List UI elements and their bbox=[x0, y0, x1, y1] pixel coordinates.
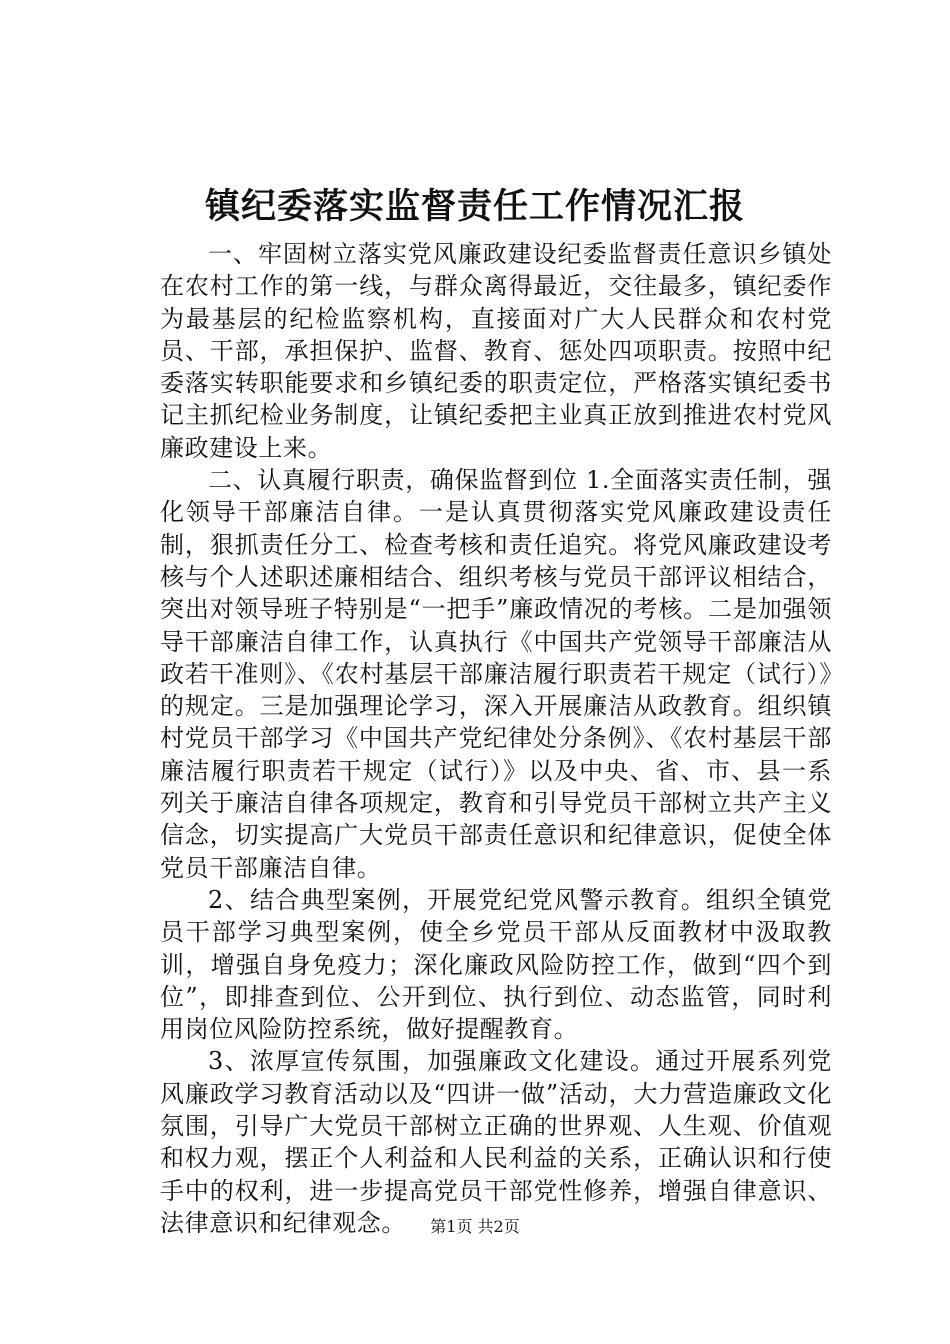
page-footer: 第1页 共2页 bbox=[430, 1217, 520, 1236]
paragraph-3: 2、结合典型案例，开展党纪党风警示教育。组织全镇党员干部学习典型案例，使全乡党员干部从反面教材中汲取教训，增强自身免疫力；深化廉政风险防控工作，做到“四个到位”，即排查到位、公开到位、执行到位、动态监管，同时利用岗位风险防控系统，做好提醒教育。 bbox=[160, 885, 832, 1044]
paragraph-2: 二、认真履行职责，确保监督到位 1.全面落实责任制，强化领导干部廉洁自律。一是认真贯彻落实党风廉政建设责任制，狠抓责任分工、检查考核和责任追究。将党风廉政建设考核与个人述职述廉相结合、组织考核与党员干部评议相结合，突出对领导班子特别是“一把手”廉政情况的考核。二是加强领导干部廉洁自律工作，认真执行《中国共产党领导干部廉洁从政若干准则》、《农村基层干部廉洁履行职责若干规定（试行）》的规定。三是加强理论学习，深入开展廉洁从政教育。组织镇村党员干部学习《中国共产党纪律处分条例》、《农村基层干部廉洁履行职责若干规定（试行）》以及中央、省、市、县一系列关于廉洁自律各项规定，教育和引导党员干部树立共产主义信念，切实提高广大党员干部责任意识和纪律意识，促使全体党员干部廉洁自律。 bbox=[160, 466, 832, 882]
document-body bbox=[160, 238, 832, 1239]
paragraph-4: 3、浓厚宣传氛围，加强廉政文化建设。通过开展系列党风廉政学习教育活动以及“四讲一做”活动，大力营造廉政文化氛围，引导广大党员干部树立正确的世界观、人生观、价值观和权力观，摆正个人利益和人民利益的关系，正确认识和行使手中的权利，进一步提高党员干部党性修养，增强自律意识、法律意识和纪律观念。 bbox=[160, 1047, 832, 1237]
paragraph-1: 一、牢固树立落实党风廉政建设纪委监督责任意识乡镇处在农村工作的第一线，与群众离得最近，交往最多，镇纪委作为最基层的纪检监察机构，直接面对广大人民群众和农村党员、干部，承担保护、监督、教育、惩处四项职责。按照中纪委落实转职能要求和乡镇纪委的职责定位，严格落实镇纪委书记主抓纪检业务制度，让镇纪委把主业真正放到推进农村党风廉政建设上来。 bbox=[160, 240, 832, 462]
document-title: 镇纪委落实监督责任工作情况汇报 bbox=[204, 186, 745, 227]
